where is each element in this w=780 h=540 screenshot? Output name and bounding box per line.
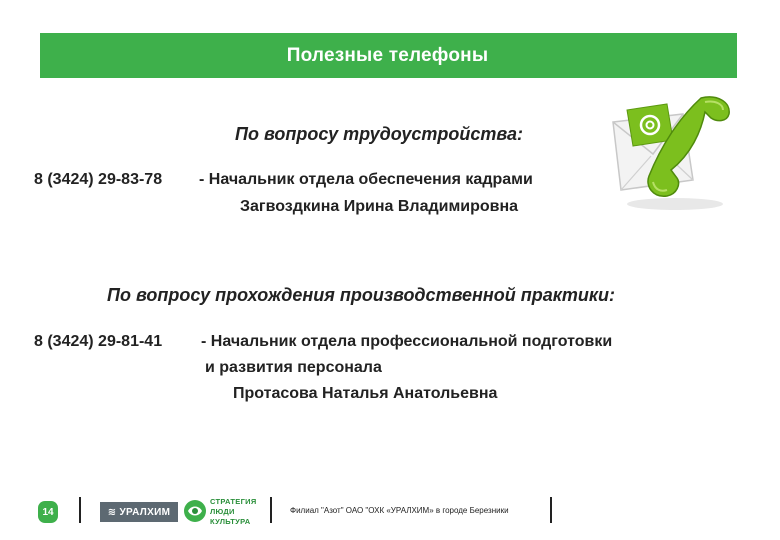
phone-number-internship: 8 (3424) 29-81-41 (34, 333, 163, 350)
strategy-logo-line: КУЛЬТУРА (210, 517, 251, 526)
strategy-logo-line: ЛЮДИ (210, 507, 235, 516)
footer-divider (270, 497, 272, 523)
section-heading-internship: По вопросу прохождения производственной практики: (107, 285, 615, 305)
branch-caption: Филиал "Азот" ОАО "ОХК «УРАЛХИМ» в городе Березники (290, 506, 509, 515)
footer (0, 490, 780, 540)
contact-name-internship: Протасова Наталья Анатольевна (233, 385, 498, 402)
page-number: 14 (38, 501, 58, 523)
strategy-logo-line: СТРАТЕГИЯ (210, 497, 257, 506)
section-heading-employment: По вопросу трудоустройства: (235, 124, 524, 144)
strategy-logo-icon (183, 499, 207, 523)
page-title: Полезные телефоны (286, 44, 489, 66)
header-bar (40, 33, 737, 78)
email-phone-icon (605, 92, 740, 217)
phone-number-employment: 8 (3424) 29-83-78 (34, 171, 163, 188)
footer-divider (550, 497, 552, 523)
contact-name-employment: Загвоздкина Ирина Владимировна (240, 198, 519, 215)
contact-position-internship-cont: и развития персонала (205, 359, 382, 376)
contact-position-internship: - Начальник отдела профессиональной подготовки (201, 333, 613, 350)
footer-divider (79, 497, 81, 523)
contact-position-employment: - Начальник отдела обеспечения кадрами (199, 171, 533, 188)
uralchem-logo: ≋ УРАЛХИМ (100, 502, 178, 522)
strategy-logo-text (210, 497, 257, 527)
